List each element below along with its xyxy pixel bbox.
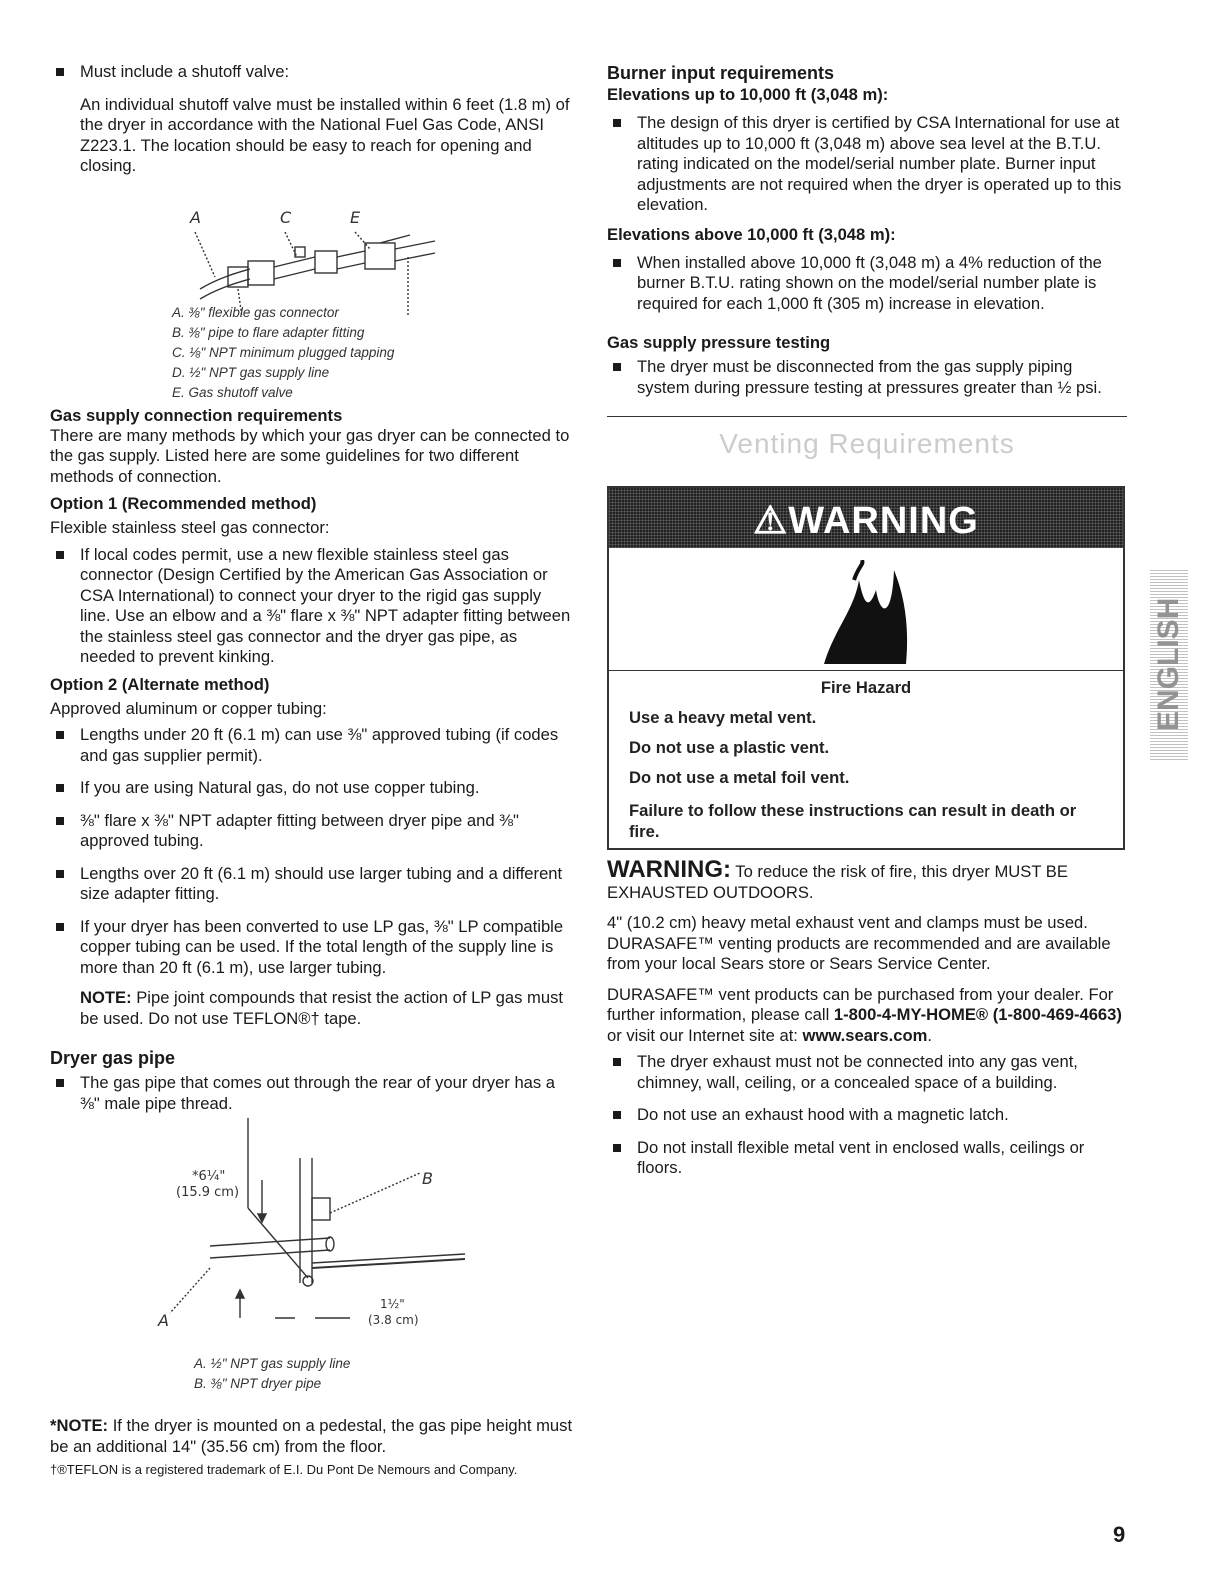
- dealer-text: DURASAFE™ vent products can be purchased from your dealer. For further information, please call: [607, 984, 1114, 1024]
- option2-bullet: If your dryer has been converted to use LP gas, ⅜" LP compatible copper tubing can be used. If the total length of the supply line is more than 20 ft (6.1 m), use larger tubing.: [50, 917, 575, 979]
- shutoff-bullet: Must include a shutoff valve:: [50, 62, 575, 83]
- pedestal-note-text: If the dryer is mounted on a pedestal, the gas pipe height must be an additional 14" (35.56 cm) from the floor.: [50, 1416, 573, 1456]
- lp-note: [50, 988, 575, 1029]
- fig2-caption-b: B. ⅜" NPT dryer pipe: [194, 1376, 322, 1391]
- fig2-height-label: *6¼": [192, 1169, 226, 1184]
- venting-title: Venting Requirements: [719, 428, 1015, 459]
- elevation-up-bullet: The design of this dryer is certified by CSA International for use at altitudes up to 10,000 ft (3,048 m) above sea level at the B.T.U. rating indicated on the model/serial number plate. Burner input adjustments are not required when the dryer is operated up to this elevation.: [607, 113, 1127, 216]
- option2-heading: Option 2 (Alternate method): [50, 674, 270, 694]
- fig2-caption-a: A. ½" NPT gas supply line: [194, 1356, 351, 1371]
- dealer-paragraph: [607, 985, 1127, 1047]
- fig1-caption-b: B. ⅜" pipe to flare adapter fitting: [172, 324, 365, 340]
- fig2-offset-cm-label: (3.8 cm): [368, 1313, 419, 1327]
- warning-statement-label: WARNING:: [607, 856, 731, 883]
- connection-paragraph: There are many methods by which your gas dryer can be connected to the gas supply. Listed here are some guidelines for two different methods of connection.: [50, 425, 570, 486]
- option2-subheading: Approved aluminum or copper tubing:: [50, 698, 327, 718]
- gas-connector-illustration: [50, 177, 575, 317]
- fig1-caption-d: D. ½" NPT gas supply line: [172, 364, 330, 380]
- option1-bullet: If local codes permit, use a new flexible stainless steel gas connector (Design Certified by the American Gas Association or CSA International) to connect your dryer to the rigid gas supply line. Use an elbow and a ⅜" flare x ⅜" NPT adapter fitting between the stainless steel gas connector and the dryer gas pipe, as needed to prevent kinking.: [50, 545, 575, 668]
- phone-link[interactable]: 1-800-4-MY-HOME®: [833, 1005, 989, 1024]
- connection-heading: Gas supply connection requirements: [50, 405, 343, 425]
- lp-note-text: Pipe joint compounds that resist the action of LP gas must be used. Do not use TEFLON®† tape.: [80, 988, 563, 1028]
- warning-banner-text: WARNING: [788, 500, 979, 542]
- warning-banner-title: [609, 498, 1123, 543]
- fig2-label-b: B: [422, 1169, 433, 1188]
- warning-triangle-icon: ⚠: [753, 500, 789, 542]
- lp-note-label: NOTE:: [80, 988, 132, 1007]
- elevation-above-bullet: When installed above 10,000 ft (3,048 m) a 4% reduction of the burner B.T.U. rating shown on the model/serial number plate is required for each 1,000 ft (305 m) increase in elevation.: [607, 253, 1127, 315]
- fig2-offset-label: 1½": [380, 1297, 405, 1311]
- language-side-tab-text: ENGLISH: [1152, 597, 1185, 731]
- fire-icon: [814, 560, 914, 670]
- fig1-caption-e: E. Gas shutoff valve: [172, 384, 293, 400]
- website-link[interactable]: www.sears.com: [802, 1025, 928, 1045]
- option2-bullet: Lengths under 20 ft (6.1 m) can use ⅜" approved tubing (if codes and gas supplier permit).: [50, 725, 575, 766]
- fig2-captions: [194, 1354, 350, 1394]
- hazard-line: Do not use a metal foil vent.: [629, 768, 850, 787]
- left-column: [50, 62, 575, 1479]
- fig1-label-e: E: [350, 207, 361, 227]
- warning-divider: [609, 670, 1123, 671]
- language-side-tab: [1150, 568, 1188, 760]
- dealer-mid-text: or visit our Internet site at:: [607, 1025, 803, 1045]
- vent-bullet: Do not install flexible metal vent in enclosed walls, ceilings or floors.: [607, 1138, 1127, 1179]
- hazard-line: Failure to follow these instructions can result in death or fire.: [629, 801, 1077, 841]
- fig1-label-a: A: [190, 207, 201, 227]
- fig2-label-a: A: [158, 1311, 169, 1330]
- option1-heading: Option 1 (Recommended method): [50, 494, 317, 513]
- hazard-line: Do not use a plastic vent.: [629, 738, 830, 757]
- venting-section-header: [607, 398, 1127, 486]
- vent-bullet: The dryer exhaust must not be connected into any gas vent, chimney, wall, ceiling, or a concealed space of a building.: [607, 1052, 1127, 1093]
- section-divider: [607, 416, 1127, 417]
- option2-bullet: ⅜" flare x ⅜" NPT adapter fitting between dryer pipe and ⅜" approved tubing.: [50, 811, 575, 852]
- warning-statement: [607, 856, 1127, 903]
- dryer-pipe-heading: Dryer gas pipe: [50, 1048, 176, 1068]
- right-column: [607, 62, 1127, 1179]
- elevation-above-heading: Elevations above 10,000 ft (3,048 m):: [607, 224, 896, 244]
- fig2-height-cm-label: (15.9 cm): [176, 1185, 240, 1200]
- gas-connector-figure: [50, 177, 575, 399]
- pedestal-note: [50, 1416, 575, 1457]
- fig1-captions: [172, 303, 394, 403]
- burner-heading: Burner input requirements: [607, 63, 835, 83]
- fig1-caption-a: A. ⅜" flexible gas connector: [172, 304, 339, 320]
- vent-bullet: Do not use an exhaust hood with a magnetic latch.: [607, 1105, 1127, 1126]
- vent-paragraph: 4" (10.2 cm) heavy metal exhaust vent and clamps must be used. DURASAFE™ venting products are recommended and are available from your local Sears store or Sears Service Center.: [607, 913, 1111, 973]
- option1-subheading: Flexible stainless steel gas connector:: [50, 518, 330, 537]
- fig1-caption-c: C. ⅛" NPT minimum plugged tapping: [172, 344, 395, 360]
- pedestal-note-label: *NOTE:: [50, 1416, 109, 1435]
- dealer-end-text: .: [927, 1025, 932, 1045]
- fire-hazard-warning-box: [607, 486, 1125, 850]
- pressure-heading: Gas supply pressure testing: [607, 333, 831, 352]
- dryer-pipe-figure: [50, 1118, 575, 1418]
- page-number: 9: [1113, 1522, 1126, 1547]
- option2-bullet: Lengths over 20 ft (6.1 m) should use larger tubing and a different size adapter fitting.: [50, 864, 575, 905]
- teflon-footnote: †®TEFLON is a registered trademark of E.I. Du Pont De Nemours and Company.: [50, 1462, 518, 1477]
- phone-number[interactable]: (1-800-469-4663): [992, 1005, 1122, 1024]
- pressure-bullet: The dryer must be disconnected from the gas supply piping system during pressure testing at pressures greater than ½ psi.: [607, 357, 1127, 398]
- fire-hazard-title: Fire Hazard: [820, 678, 912, 697]
- shutoff-paragraph: An individual shutoff valve must be installed within 6 feet (1.8 m) of the dryer in accordance with the National Fuel Gas Code, ANSI Z223.1. The location should be easy to reach for opening and closing.: [80, 94, 570, 175]
- hazard-line: Use a heavy metal vent.: [629, 708, 817, 727]
- dryer-pipe-illustration: [50, 1118, 575, 1368]
- elevation-up-heading: Elevations up to 10,000 ft (3,048 m):: [607, 85, 889, 104]
- fig1-label-c: C: [280, 207, 292, 227]
- option2-bullet: If you are using Natural gas, do not use copper tubing.: [50, 778, 575, 799]
- warning-statement-text: To reduce the risk of fire, this dryer MUST BE EXHAUSTED OUTDOORS.: [607, 862, 1068, 902]
- dryer-pipe-bullet: The gas pipe that comes out through the rear of your dryer has a ⅜" male pipe thread.: [50, 1073, 575, 1114]
- warning-banner: [609, 488, 1123, 548]
